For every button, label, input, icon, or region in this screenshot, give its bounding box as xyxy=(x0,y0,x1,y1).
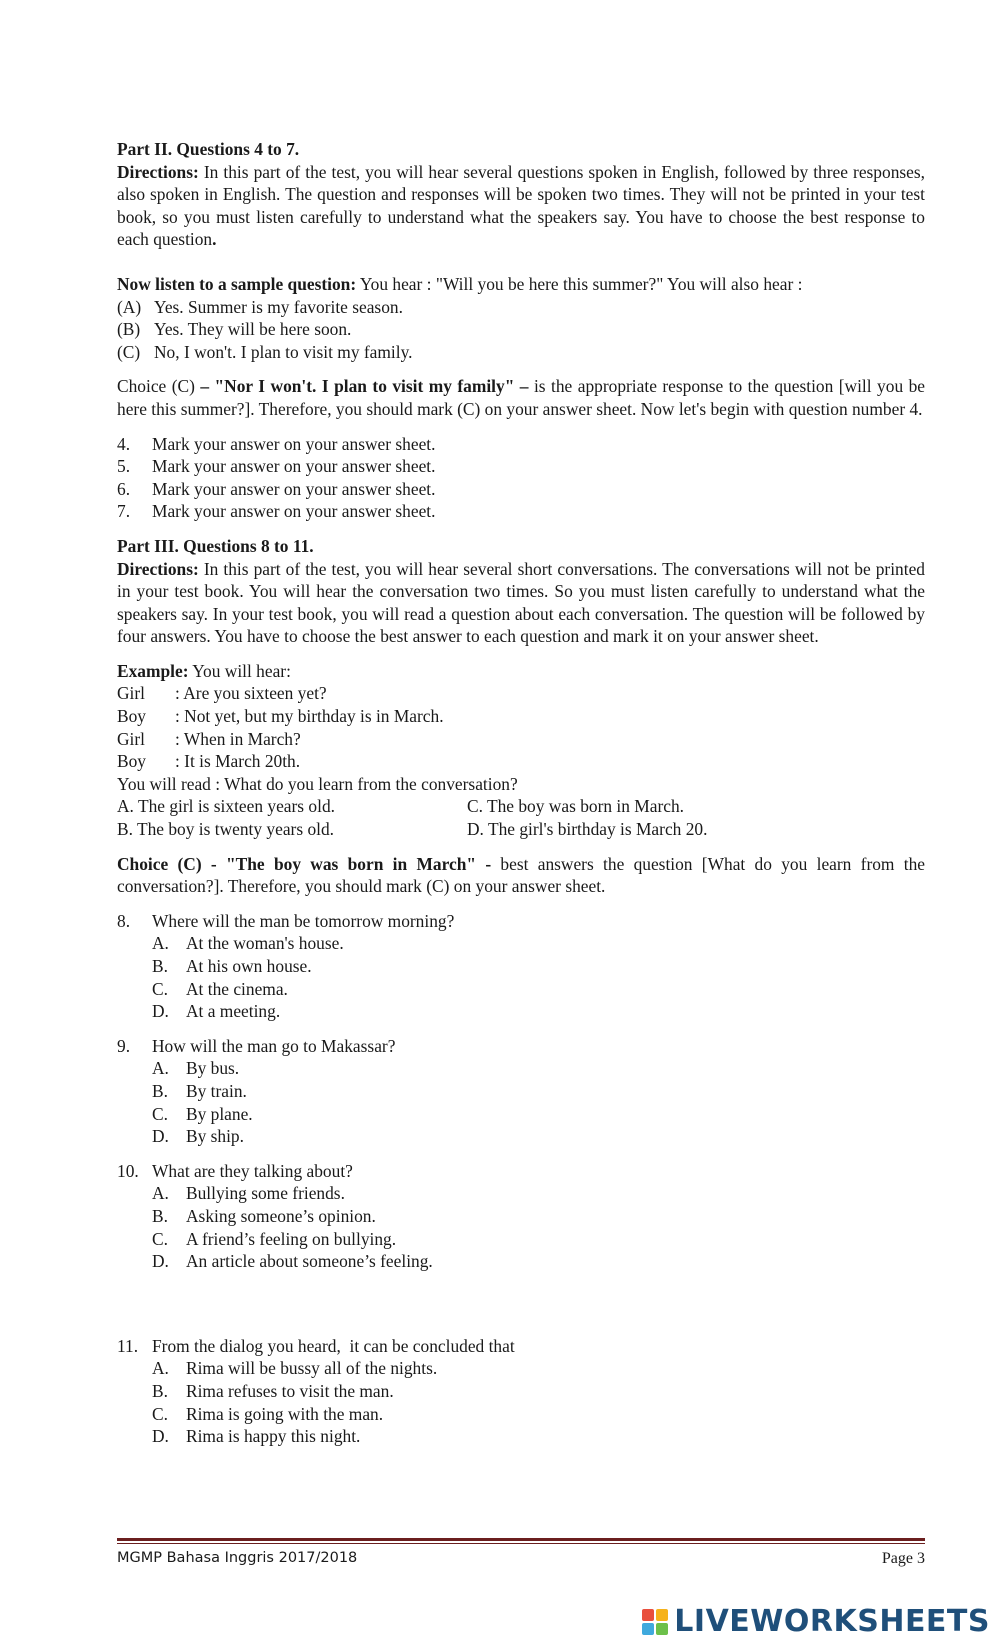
option: D. By ship. xyxy=(152,1126,244,1147)
option: B. By train. xyxy=(152,1080,247,1101)
example-answers-row: A. The girl is sixteen years old. C. The boy was born in March. xyxy=(117,796,685,817)
page-footer xyxy=(117,1538,925,1568)
option: B. At his own house. xyxy=(152,956,312,976)
option: C. A friend’s feeling on bullying. xyxy=(152,1228,397,1249)
option: D. An article about someone’s feeling. xyxy=(152,1251,433,1272)
question-9: 9. How will the man go to Makassar? xyxy=(117,1035,396,1056)
example-intro: Example: You will hear: xyxy=(117,660,291,681)
sample-option: (C) No, I won't. I plan to visit my family. xyxy=(117,341,413,362)
answer-item: 5. Mark your answer on your answer sheet. xyxy=(117,456,436,477)
dialog-line: Girl : When in March? xyxy=(117,728,301,749)
answer-item: 7. Mark your answer on your answer sheet. xyxy=(117,501,436,522)
option: A. Bullying some friends. xyxy=(152,1183,345,1204)
option: A. At the woman's house. xyxy=(152,933,344,954)
liveworksheets-logo-icon xyxy=(642,1609,668,1635)
sample-option: (A) Yes. Summer is my favorite season. xyxy=(117,296,403,317)
option: A. Rima will be bussy all of the nights. xyxy=(152,1358,438,1379)
worksheet-page xyxy=(117,138,925,1448)
question-8: 8. Where will the man be tomorrow morning? xyxy=(117,910,455,931)
option: C. By plane. xyxy=(152,1103,253,1124)
option: B. Rima refuses to visit the man. xyxy=(152,1380,394,1401)
part2-directions: Directions: In this part of the test, you will hear several questions spoken in English, followed by three responses, also spoken in English. The question and responses will be spoken two times. They will not be printed in your test book, so you must listen carefully to understand what the speakers say. You have to choose the best response to each question. xyxy=(117,161,925,250)
option: B. Asking someone’s opinion. xyxy=(152,1205,376,1226)
liveworksheets-logo[interactable] xyxy=(642,1604,990,1639)
part3-directions: Directions: In this part of the test, you will hear several short conversations. The conversations will not be printed in your test book. You will hear the conversation two times. So you must listen carefully to understand what the speakers say. In your test book, you will read a question about each conversation. The question will be followed by four answers. You have to choose the best answer to each question and mark it on your answer sheet. xyxy=(117,558,925,647)
part3-choice-explanation: Choice (C) - "The boy was born in March" - best answers the question [What do you learn from the conversation?]. Therefore, you should mark (C) on your answer sheet. xyxy=(117,853,926,897)
part3-heading: Part III. Questions 8 to 11. xyxy=(117,535,314,556)
example-read-question: You will read : What do you learn from the conversation? xyxy=(117,773,518,794)
footer-rule-thin xyxy=(117,1543,925,1544)
question-11: 11. From the dialog you heard, it can be concluded that xyxy=(117,1335,515,1356)
sample-option: (B) Yes. They will be here soon. xyxy=(117,319,352,340)
part2-heading: Part II. Questions 4 to 7. xyxy=(117,139,300,159)
dialog-line: Boy : It is March 20th. xyxy=(117,751,301,772)
dialog-line: Girl : Are you sixteen yet? xyxy=(117,683,327,704)
liveworksheets-brand-name: LIVEWORKSHEETS xyxy=(674,1604,990,1639)
footer-left-text: MGMP Bahasa Inggris 2017/2018 xyxy=(117,1550,358,1566)
option: C. At the cinema. xyxy=(152,978,288,999)
option: C. Rima is going with the man. xyxy=(152,1403,384,1424)
answer-item: 6. Mark your answer on your answer sheet. xyxy=(117,478,436,499)
page-number: Page 3 xyxy=(881,1550,925,1567)
option: D. Rima is happy this night. xyxy=(152,1426,361,1447)
sample-question: Now listen to a sample question: You hear : "Will you be here this summer?" You will also hear : xyxy=(117,273,803,294)
option: D. At a meeting. xyxy=(152,1001,281,1022)
footer-rule xyxy=(117,1538,925,1541)
dialog-line: Boy : Not yet, but my birthday is in March. xyxy=(117,706,444,727)
option: A. By bus. xyxy=(152,1058,240,1079)
question-10: 10. What are they talking about? xyxy=(117,1160,353,1181)
part2-choice-explanation: Choice (C) – "Nor I won't. I plan to visit my family" – is the appropriate response to the question [will you be here this summer?]. Therefore, you should mark (C) on your answer sheet. Now let's begin with question number 4. xyxy=(117,376,926,419)
example-answers-row: B. The boy is twenty years old. D. The girl's birthday is March 20. xyxy=(117,819,708,840)
answer-item: 4. Mark your answer on your answer sheet. xyxy=(117,433,436,454)
